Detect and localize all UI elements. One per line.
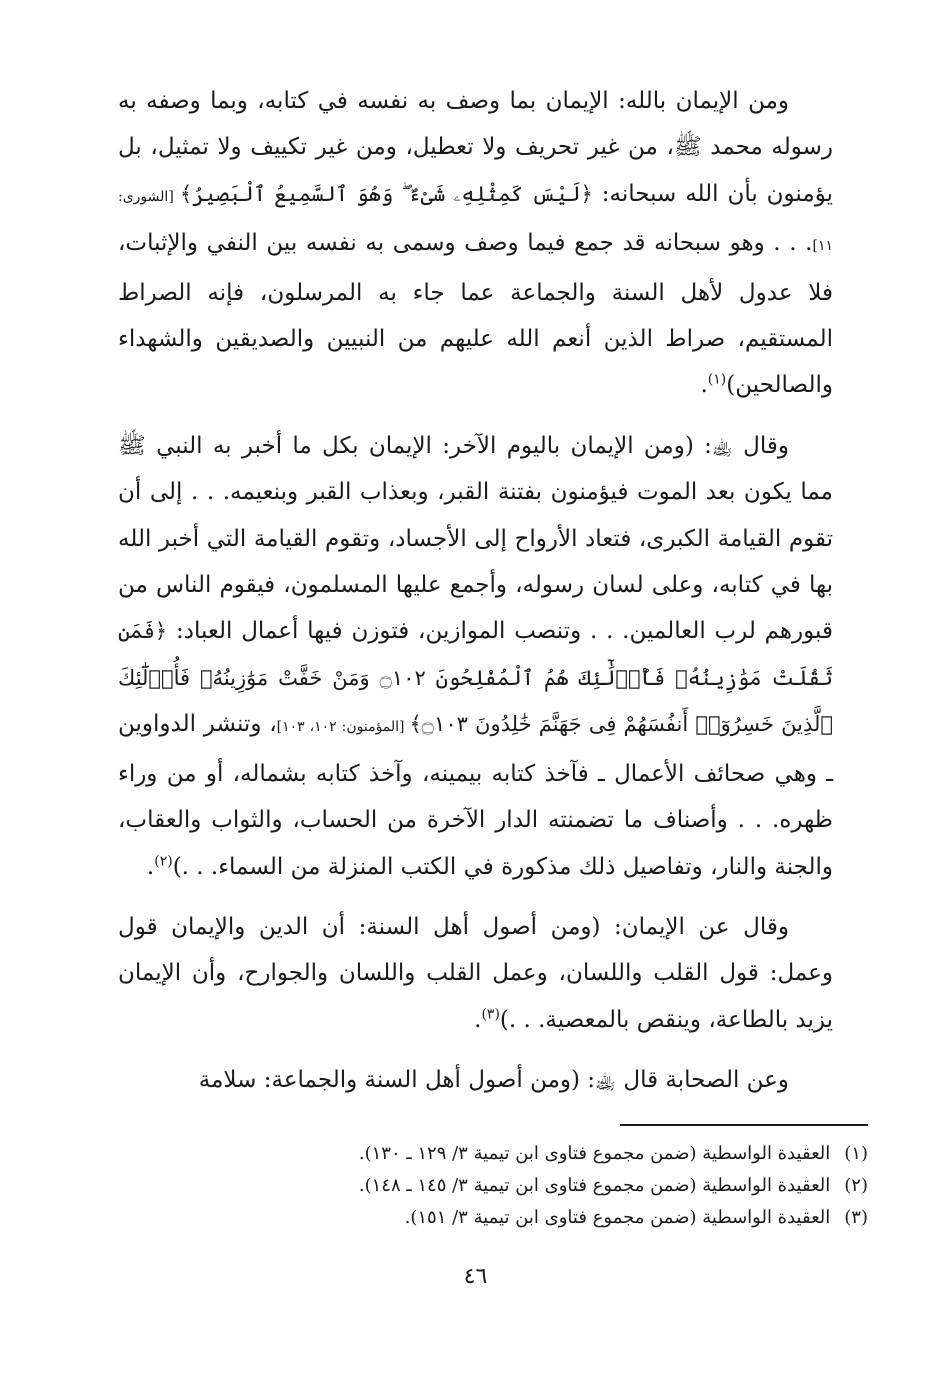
- paragraph-end: .: [146, 853, 155, 880]
- paragraph-text: ومن الإيمان بالله: الإيمان بما وصف به نفسه في كتابه، وبما وصفه به رسوله محمد ﷺ، من غير تحريف ولا تعطيل، ومن غير تكييف ولا تمثيل، بل يؤمنون بأن الله سبحانه:: [118, 88, 833, 207]
- quran-verse: ﴿لَيْسَ كَمِثْلِهِۦ شَىْءٌ ۖ وَهُوَ ٱلسَّمِيعُ ٱلْبَصِيرُ﴾: [179, 181, 593, 206]
- quran-verse: ﴿فَمَن ثَقُلَتْ مَوَٰزِينُهُۥ فَأُو۟لَٰٓئِكَ هُمُ ٱلْمُفْلِحُونَ ۝١٠٢ وَمَنْ خَفَّتْ مَوَٰزِينُهُۥ فَأُو۟لَٰٓئِكَ ٱلَّذِينَ خَسِرُوٓا۟ أَنفُسَهُمْ فِى جَهَنَّمَ خَٰلِدُونَ ۝١٠٣﴾: [118, 619, 834, 737]
- main-text: [118, 78, 833, 1104]
- footnote-1: [118, 1138, 868, 1170]
- verse-citation: [الشورى: ١١]: [118, 188, 833, 255]
- paragraph-end: .: [474, 1006, 482, 1033]
- footnotes: [118, 1138, 868, 1234]
- paragraph-text-continued: ، وتنشر الدواوين ـ وهي صحائف الأعمال ـ فآخذ كتابه بيمينه، وآخذ كتابه بشماله، أو من وراء ظهره. . . وأصناف ما تضمنته الدار الآخرة من الحساب، والثواب والعقاب، والجنة والنار، وتفاصيل ذلك مذكورة في الكتب المنزلة من السماء. . .): [118, 711, 833, 880]
- footnote-number: (٣): [844, 1207, 868, 1228]
- verse-citation: [المؤمنون: ١٠٢، ١٠٣]: [276, 719, 410, 736]
- paragraph-text: وعن الصحابة قال ﵀: (ومن أصول أهل السنة والجماعة: سلامة: [198, 1067, 789, 1094]
- footnote-3: [118, 1202, 868, 1234]
- footnote-ref: (١): [707, 371, 727, 388]
- footnote-divider: [620, 1124, 868, 1126]
- page-number: ٤٦: [463, 1264, 488, 1289]
- paragraph-text-continued: . . . وهو سبحانه قد جمع فيما وصف وسمى به نفسه بين النفي والإثبات، فلا عدول لأهل السنة والجماعة عما جاء به المرسلون، فإنه الصراط المستقيم، صراط الذين أنعم الله عليهم من النبيين والصديقين والشهداء والصالحين): [118, 230, 833, 399]
- footnote-number: (٢): [844, 1175, 868, 1196]
- footnote-ref: (٣): [481, 1006, 500, 1023]
- paragraph-iman-definition: [118, 904, 833, 1043]
- paragraph-yawm-akhir: [118, 423, 833, 890]
- footnote-text: العقيدة الواسطية (ضمن مجموع فتاوى ابن تيمية ٣/ ١٥١).: [404, 1207, 831, 1228]
- paragraph-text: وقال ﵀: (ومن الإيمان باليوم الآخر: الإيمان بكل ما أخبر به النبي ﷺ مما يكون بعد الموت فيؤمنون بفتنة القبر، وبعذاب القبر وبنعيمه. . . إلى أن تقوم القيامة الكبرى، فتعاد الأرواح إلى الأجساد، وتقوم القيامة التي أخبر الله بها في كتابه، وعلى لسان رسوله، وأجمع عليها المسلمون، فيقوم الناس من قبورهم لرب العالمين. . . وتنصب الموازين، فتوزن فيها أعمال العباد:: [118, 432, 833, 645]
- paragraph-sahaba: [118, 1057, 833, 1103]
- footnote-text: العقيدة الواسطية (ضمن مجموع فتاوى ابن تيمية ٣/ ١٢٩ ـ ١٣٠).: [358, 1143, 831, 1164]
- paragraph-text: وقال عن الإيمان: (ومن أصول أهل السنة: أن الدين والإيمان قول وعمل: قول القلب واللسان، وعمل القلب واللسان والجوارح، وأن الإيمان يزيد بالطاعة، وينقص بالمعصية. . .): [118, 913, 833, 1033]
- footnote-2: [118, 1170, 868, 1202]
- paragraph-end: .: [700, 372, 708, 399]
- footnote-text: العقيدة الواسطية (ضمن مجموع فتاوى ابن تيمية ٣/ ١٤٥ ـ ١٤٨).: [358, 1175, 831, 1196]
- footnote-ref: (٢): [154, 852, 173, 869]
- footnote-number: (١): [844, 1143, 868, 1164]
- paragraph-iman-billah: [118, 78, 833, 409]
